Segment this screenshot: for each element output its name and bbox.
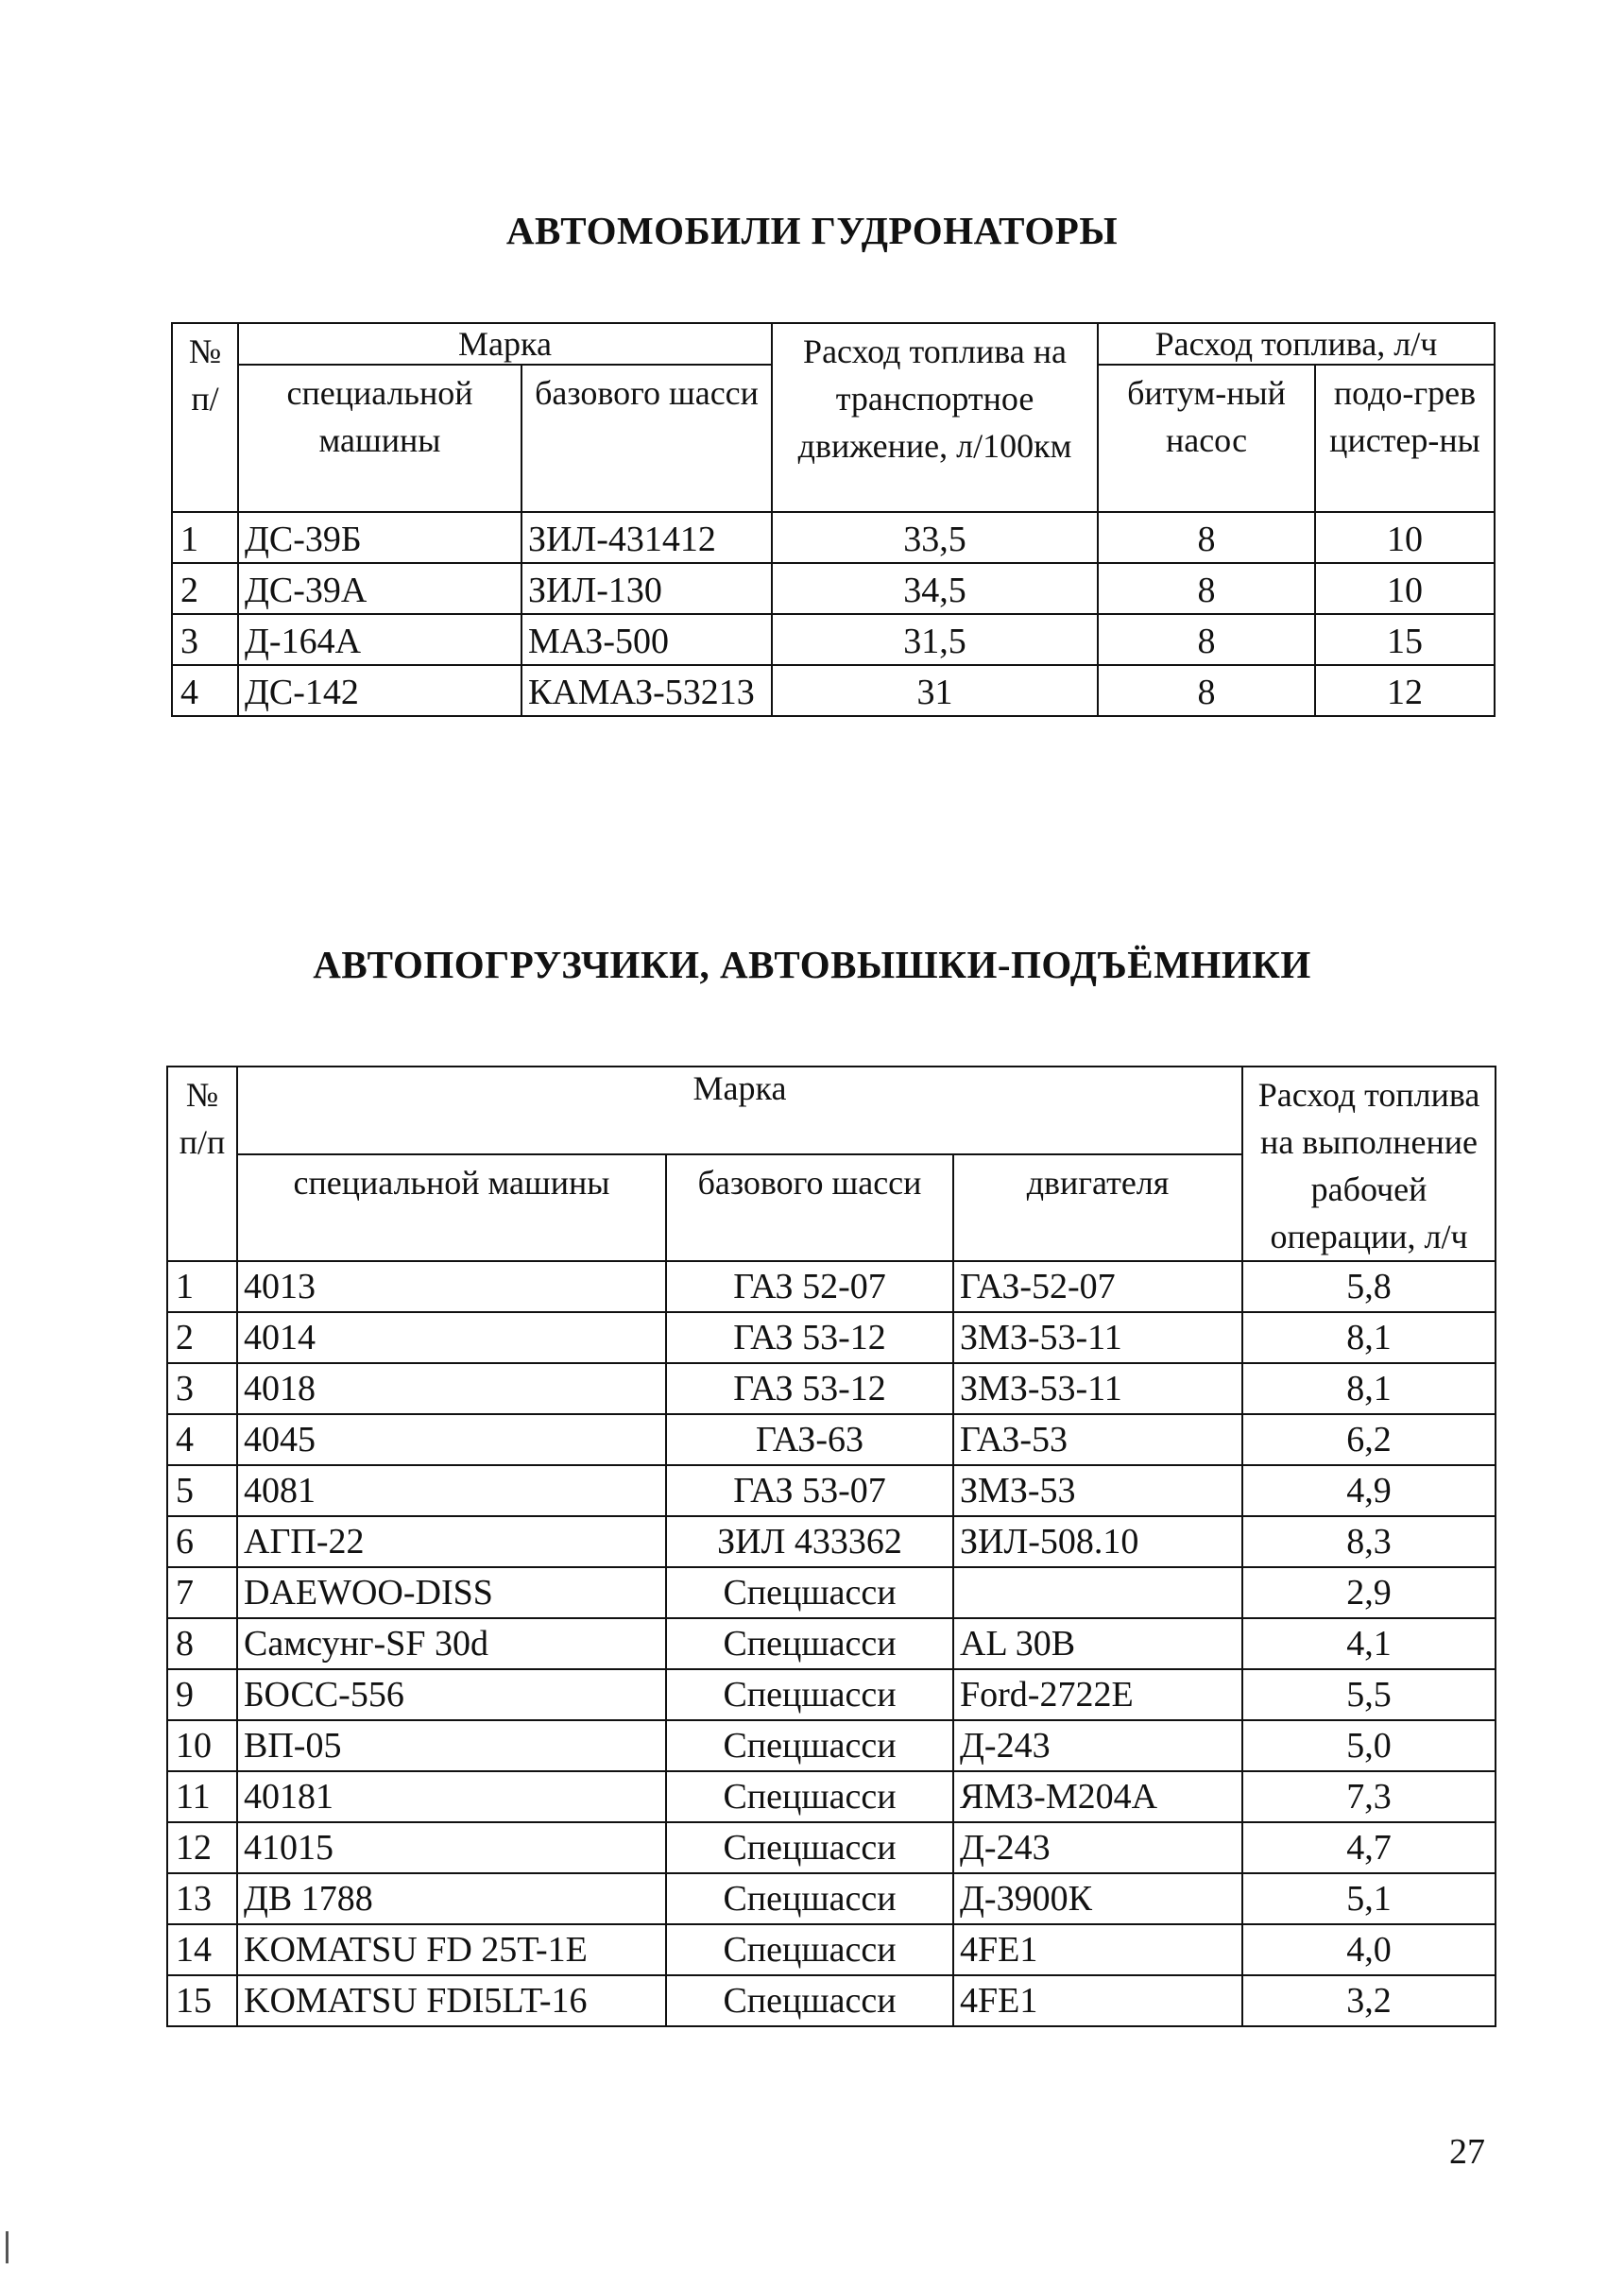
table-row bbox=[172, 665, 1495, 716]
cell-num: 14 bbox=[167, 1924, 237, 1975]
cell-work-fuel: 8,1 bbox=[1242, 1363, 1496, 1414]
cell-engine bbox=[953, 1567, 1242, 1618]
cell-num: 12 bbox=[167, 1822, 237, 1873]
cell-special-machine: АГП-22 bbox=[237, 1516, 666, 1567]
cell-engine: AL 30B bbox=[953, 1618, 1242, 1669]
table-row bbox=[172, 563, 1495, 614]
table-row bbox=[167, 1465, 1496, 1516]
cell-special-machine: ДС-142 bbox=[238, 665, 521, 716]
scan-edge-mark bbox=[6, 2231, 9, 2263]
table-row bbox=[172, 512, 1495, 563]
cell-base-chassis: Спецшасси bbox=[666, 1720, 953, 1771]
cell-special-machine: 40181 bbox=[237, 1771, 666, 1822]
header-engine: двигателя bbox=[953, 1154, 1242, 1261]
cell-work-fuel: 8,3 bbox=[1242, 1516, 1496, 1567]
cell-tank-heating: 15 bbox=[1315, 614, 1495, 665]
cell-engine: Д-243 bbox=[953, 1822, 1242, 1873]
cell-base-chassis: Спецшасси bbox=[666, 1567, 953, 1618]
cell-base-chassis: КАМАЗ-53213 bbox=[521, 665, 772, 716]
header-marka: Марка bbox=[238, 323, 772, 365]
cell-special-machine: 4018 bbox=[237, 1363, 666, 1414]
cell-special-machine: Д-164А bbox=[238, 614, 521, 665]
cell-special-machine: KOMATSU FD 25T-1E bbox=[237, 1924, 666, 1975]
cell-num: 7 bbox=[167, 1567, 237, 1618]
cell-num: 1 bbox=[167, 1261, 237, 1312]
table-asphalt-distributors bbox=[171, 322, 1496, 717]
cell-engine: Д-3900К bbox=[953, 1873, 1242, 1924]
table-row bbox=[167, 1924, 1496, 1975]
cell-engine: ЗИЛ-508.10 bbox=[953, 1516, 1242, 1567]
cell-engine: ЯМЗ-М204А bbox=[953, 1771, 1242, 1822]
table-row bbox=[167, 1771, 1496, 1822]
cell-base-chassis: Спецшасси bbox=[666, 1873, 953, 1924]
cell-engine: ЗМЗ-53 bbox=[953, 1465, 1242, 1516]
cell-work-fuel: 4,7 bbox=[1242, 1822, 1496, 1873]
table1-title: АВТОМОБИЛИ ГУДРОНАТОРЫ bbox=[505, 209, 1119, 252]
header-marka: Марка bbox=[237, 1067, 1242, 1154]
cell-special-machine: ВП-05 bbox=[237, 1720, 666, 1771]
cell-special-machine: 4014 bbox=[237, 1312, 666, 1363]
cell-base-chassis: ГАЗ 53-07 bbox=[666, 1465, 953, 1516]
cell-special-machine: 4081 bbox=[237, 1465, 666, 1516]
cell-transport-fuel: 31 bbox=[772, 665, 1098, 716]
cell-bitum-pump: 8 bbox=[1098, 665, 1315, 716]
cell-num: 2 bbox=[172, 563, 238, 614]
header-base: базового шасси bbox=[521, 365, 772, 512]
cell-num: 2 bbox=[167, 1312, 237, 1363]
header-fuel-lh: Расход топлива, л/ч bbox=[1098, 323, 1495, 365]
header-num: № п/п bbox=[167, 1067, 237, 1261]
cell-num: 5 bbox=[167, 1465, 237, 1516]
cell-engine: Ford-2722E bbox=[953, 1669, 1242, 1720]
cell-work-fuel: 7,3 bbox=[1242, 1771, 1496, 1822]
cell-work-fuel: 5,8 bbox=[1242, 1261, 1496, 1312]
cell-tank-heating: 12 bbox=[1315, 665, 1495, 716]
cell-num: 1 bbox=[172, 512, 238, 563]
cell-base-chassis: ЗИЛ-431412 bbox=[521, 512, 772, 563]
table-row bbox=[167, 1669, 1496, 1720]
cell-engine: ГАЗ-52-07 bbox=[953, 1261, 1242, 1312]
cell-base-chassis: Спецшасси bbox=[666, 1975, 953, 2026]
cell-work-fuel: 4,9 bbox=[1242, 1465, 1496, 1516]
cell-work-fuel: 4,0 bbox=[1242, 1924, 1496, 1975]
header-base: базового шасси bbox=[666, 1154, 953, 1261]
cell-base-chassis: ГАЗ 53-12 bbox=[666, 1363, 953, 1414]
table-row bbox=[167, 1822, 1496, 1873]
cell-transport-fuel: 33,5 bbox=[772, 512, 1098, 563]
table-row bbox=[167, 1720, 1496, 1771]
cell-num: 3 bbox=[167, 1363, 237, 1414]
cell-bitum-pump: 8 bbox=[1098, 512, 1315, 563]
cell-special-machine: БОСС-556 bbox=[237, 1669, 666, 1720]
table-row bbox=[167, 1873, 1496, 1924]
cell-base-chassis: ЗИЛ 433362 bbox=[666, 1516, 953, 1567]
cell-work-fuel: 5,0 bbox=[1242, 1720, 1496, 1771]
cell-base-chassis: ГАЗ-63 bbox=[666, 1414, 953, 1465]
table-row bbox=[167, 1567, 1496, 1618]
cell-base-chassis: Спецшасси bbox=[666, 1771, 953, 1822]
cell-base-chassis: Спецшасси bbox=[666, 1822, 953, 1873]
page-number: 27 bbox=[1449, 2132, 1485, 2172]
cell-work-fuel: 2,9 bbox=[1242, 1567, 1496, 1618]
cell-num: 13 bbox=[167, 1873, 237, 1924]
cell-special-machine: 4045 bbox=[237, 1414, 666, 1465]
table-row bbox=[167, 1975, 1496, 2026]
table-row bbox=[167, 1363, 1496, 1414]
cell-num: 3 bbox=[172, 614, 238, 665]
table2-title: АВТОПОГРУЗЧИКИ, АВТОВЫШКИ-ПОДЪЁМНИКИ bbox=[313, 943, 1311, 986]
cell-special-machine: 4013 bbox=[237, 1261, 666, 1312]
header-bitum-pump: битум-ный насос bbox=[1098, 365, 1315, 512]
cell-bitum-pump: 8 bbox=[1098, 614, 1315, 665]
cell-work-fuel: 5,5 bbox=[1242, 1669, 1496, 1720]
header-num: № п/ bbox=[172, 323, 238, 512]
table-row bbox=[167, 1261, 1496, 1312]
cell-special-machine: 41015 bbox=[237, 1822, 666, 1873]
table-loaders-lifts bbox=[166, 1066, 1496, 2027]
cell-bitum-pump: 8 bbox=[1098, 563, 1315, 614]
cell-base-chassis: ГАЗ 52-07 bbox=[666, 1261, 953, 1312]
cell-num: 4 bbox=[167, 1414, 237, 1465]
table-row bbox=[167, 1414, 1496, 1465]
cell-engine: ЗМЗ-53-11 bbox=[953, 1363, 1242, 1414]
cell-base-chassis: МАЗ-500 bbox=[521, 614, 772, 665]
cell-special-machine: ДС-39Б bbox=[238, 512, 521, 563]
cell-num: 8 bbox=[167, 1618, 237, 1669]
cell-num: 11 bbox=[167, 1771, 237, 1822]
cell-special-machine: ДВ 1788 bbox=[237, 1873, 666, 1924]
cell-tank-heating: 10 bbox=[1315, 512, 1495, 563]
header-transport-fuel: Расход топлива на транспортное движение, л/100км bbox=[772, 323, 1098, 512]
cell-tank-heating: 10 bbox=[1315, 563, 1495, 614]
table-row bbox=[167, 1618, 1496, 1669]
header-work-fuel: Расход топлива на выполнение рабочей операции, л/ч bbox=[1242, 1067, 1496, 1261]
cell-engine: 4FE1 bbox=[953, 1924, 1242, 1975]
cell-special-machine: DAEWOO-DISS bbox=[237, 1567, 666, 1618]
cell-num: 10 bbox=[167, 1720, 237, 1771]
cell-transport-fuel: 31,5 bbox=[772, 614, 1098, 665]
cell-engine: 4FE1 bbox=[953, 1975, 1242, 2026]
cell-special-machine: Самсунг-SF 30d bbox=[237, 1618, 666, 1669]
cell-num: 4 bbox=[172, 665, 238, 716]
cell-special-machine: KOMATSU FDI5LT-16 bbox=[237, 1975, 666, 2026]
cell-work-fuel: 6,2 bbox=[1242, 1414, 1496, 1465]
header-special: специальной машины bbox=[237, 1154, 666, 1261]
cell-base-chassis: Спецшасси bbox=[666, 1924, 953, 1975]
cell-base-chassis: Спецшасси bbox=[666, 1669, 953, 1720]
table-row bbox=[167, 1516, 1496, 1567]
cell-num: 9 bbox=[167, 1669, 237, 1720]
cell-num: 15 bbox=[167, 1975, 237, 2026]
cell-num: 6 bbox=[167, 1516, 237, 1567]
cell-transport-fuel: 34,5 bbox=[772, 563, 1098, 614]
cell-work-fuel: 4,1 bbox=[1242, 1618, 1496, 1669]
cell-work-fuel: 5,1 bbox=[1242, 1873, 1496, 1924]
table-row bbox=[172, 614, 1495, 665]
cell-engine: ЗМЗ-53-11 bbox=[953, 1312, 1242, 1363]
table-row bbox=[167, 1312, 1496, 1363]
header-special: специальной машины bbox=[238, 365, 521, 512]
cell-engine: Д-243 bbox=[953, 1720, 1242, 1771]
cell-base-chassis: ЗИЛ-130 bbox=[521, 563, 772, 614]
header-tank-heating: подо-грев цистер-ны bbox=[1315, 365, 1495, 512]
cell-base-chassis: ГАЗ 53-12 bbox=[666, 1312, 953, 1363]
cell-work-fuel: 8,1 bbox=[1242, 1312, 1496, 1363]
cell-engine: ГАЗ-53 bbox=[953, 1414, 1242, 1465]
cell-special-machine: ДС-39А bbox=[238, 563, 521, 614]
cell-base-chassis: Спецшасси bbox=[666, 1618, 953, 1669]
cell-work-fuel: 3,2 bbox=[1242, 1975, 1496, 2026]
